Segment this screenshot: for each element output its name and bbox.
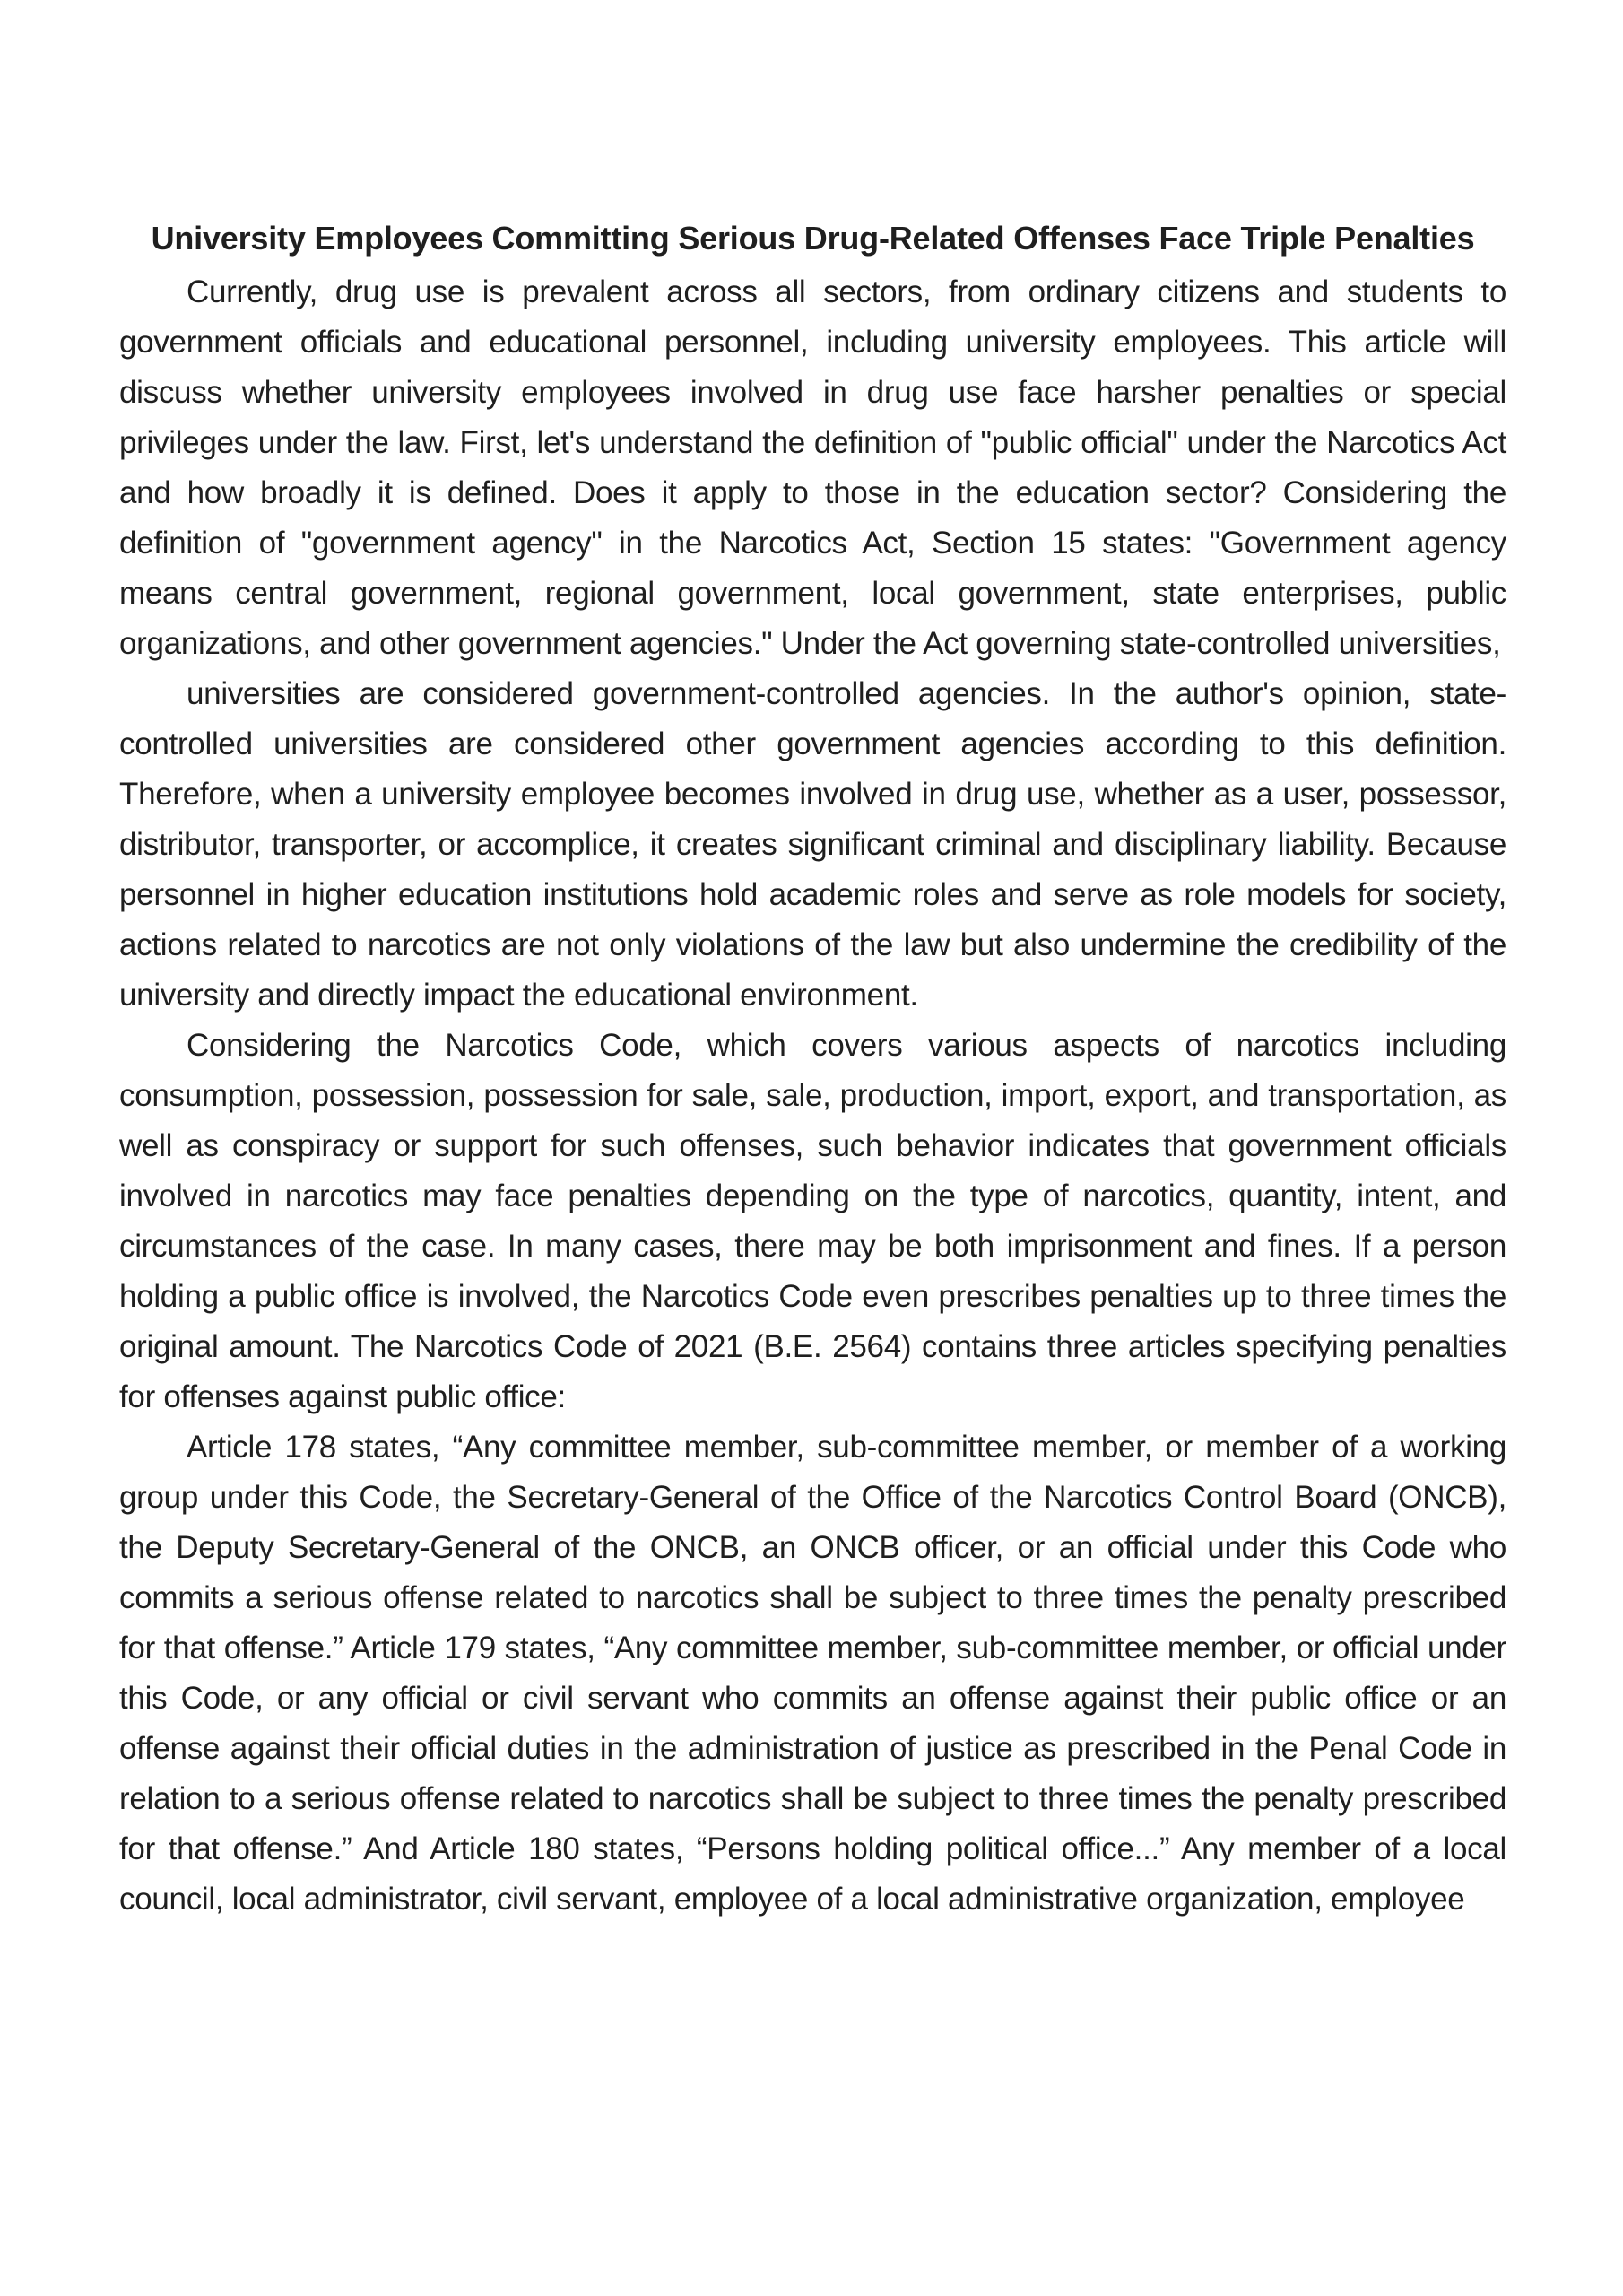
document-paragraph-4: Article 178 states, “Any committee member, sub-committee member, or member of a working group under this Code, the Secretary-General of the Office of the Narcotics Control Board (ONCB), the Deputy Secretary-General of the ONCB, an ONCB officer, or an official under this Code who commits a serious offense related to narcotics shall be subject to three times the penalty prescribed for that offense.” Article 179 states, “Any committee member, sub-committee member, or official under this Code, or any official or civil servant who commits an offense against their public office or an offense against their official duties in the administration of justice as prescribed in the Penal Code in relation to a serious offense related to narcotics shall be subject to three times the penalty prescribed for that offense.” And Article 180 states, “Persons holding political office...” Any member of a local council, local administrator, civil servant, employee of a local administrative organization, employee	[119, 1430, 1506, 1917]
document-paragraph-2: universities are considered government-controlled agencies. In the author's opinion, state-controlled universities are considered other government agencies according to this definition. Therefore, when a university employee becomes involved in drug use, whether as a user, possessor, distributor, transporter, or accomplice, it creates significant criminal and disciplinary liability. Because personnel in higher education institutions hold academic roles and serve as role models for society, actions related to narcotics are not only violations of the law but also undermine the credibility of the university and directly impact the educational environment.	[119, 676, 1506, 1013]
document-paragraph-1: Currently, drug use is prevalent across all sectors, from ordinary citizens and students to government officials and educational personnel, including university employees. This article will discuss whether university employees involved in drug use face harsher penalties or special privileges under the law. First, let's understand the definition of "public official" under the Narcotics Act and how broadly it is defined. Does it apply to those in the education sector? Considering the definition of "government agency" in the Narcotics Act, Section 15 states: "Government agency means central government, regional government, local government, state enterprises, public organizations, and other government agencies." Under the Act governing state-controlled universities,	[119, 274, 1506, 661]
document-body	[119, 267, 1506, 1925]
document-title: University Employees Committing Serious Drug-Related Offenses Face Triple Penalties	[151, 220, 1475, 257]
document-paragraph-3: Considering the Narcotics Code, which covers various aspects of narcotics including consumption, possession, possession for sale, sale, production, import, export, and transportation, as well as conspiracy or support for such offenses, such behavior indicates that government officials involved in narcotics may face penalties depending on the type of narcotics, quantity, intent, and circumstances of the case. In many cases, there may be both imprisonment and fines. If a person holding a public office is involved, the Narcotics Code even prescribes penalties up to three times the original amount. The Narcotics Code of 2021 (B.E. 2564) contains three articles specifying penalties for offenses against public office:	[119, 1028, 1506, 1414]
